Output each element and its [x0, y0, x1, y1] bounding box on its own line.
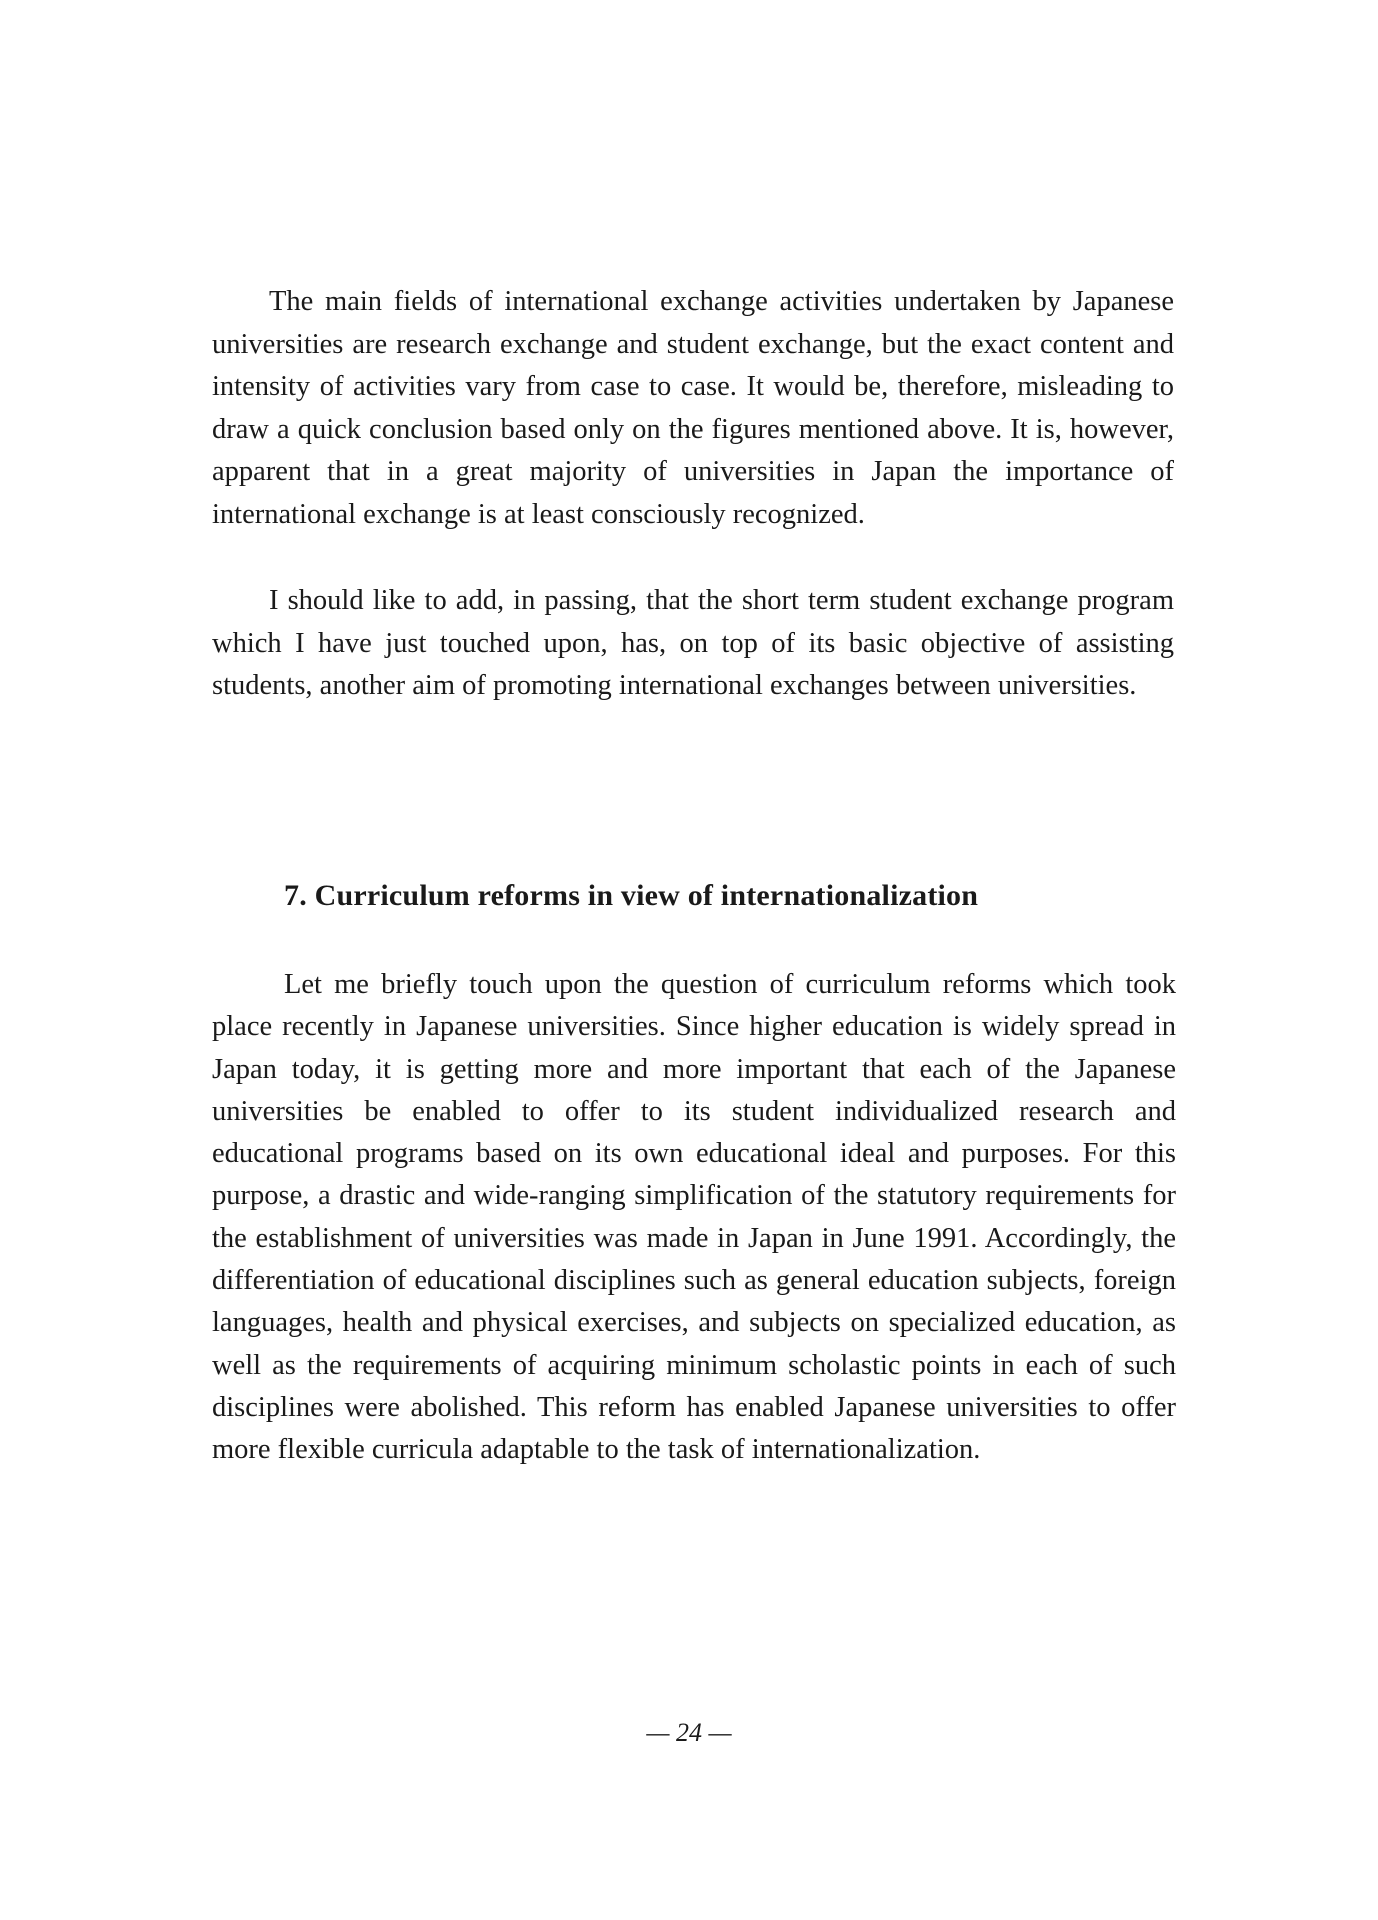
- paragraph-short-term-exchange: I should like to add, in passing, that the short term student exchange program which I have just touched upon, has, on top of its basic objective of assisting students, another aim of promoting international exchanges between universities.: [212, 585, 1174, 702]
- paragraph-international-exchange: The main fields of international exchange activities undertaken by Japanese universities are research exchange and student exchange, but the exact content and intensity of activities vary from case to case. It would be, therefore, misleading to draw a quick conclusion based only on the figures mentioned above. It is, however, apparent that in a great majority of universities in Japan the importance of international exchange is at least consciously recognized.: [212, 286, 1174, 530]
- page-number: — 24 —: [646, 1718, 732, 1747]
- section-heading-curriculum-reforms: 7. Curriculum reforms in view of internationalization: [284, 879, 979, 912]
- paragraph-curriculum-reforms: Let me briefly touch upon the question of curriculum reforms which took place recently in Japanese universities. Since higher education is widely spread in Japan today, it is getting more and more important that each of the Japanese universities be enabled to offer to its student individualized research and educational programs based on its own educational ideal and purposes. For this purpose, a drastic and wide-ranging simplification of the statutory requirements for the establishment of universities was made in Japan in June 1991. Accordingly, the differentiation of educational disciplines such as general education subjects, foreign languages, health and physical exercises, and subjects on specialized education, as well as the requirements of acquiring minimum scholastic points in each of such disciplines were abolished. This reform has enabled Japanese universities to offer more flexible curricula adaptable to the task of internationalization.: [212, 969, 1176, 1466]
